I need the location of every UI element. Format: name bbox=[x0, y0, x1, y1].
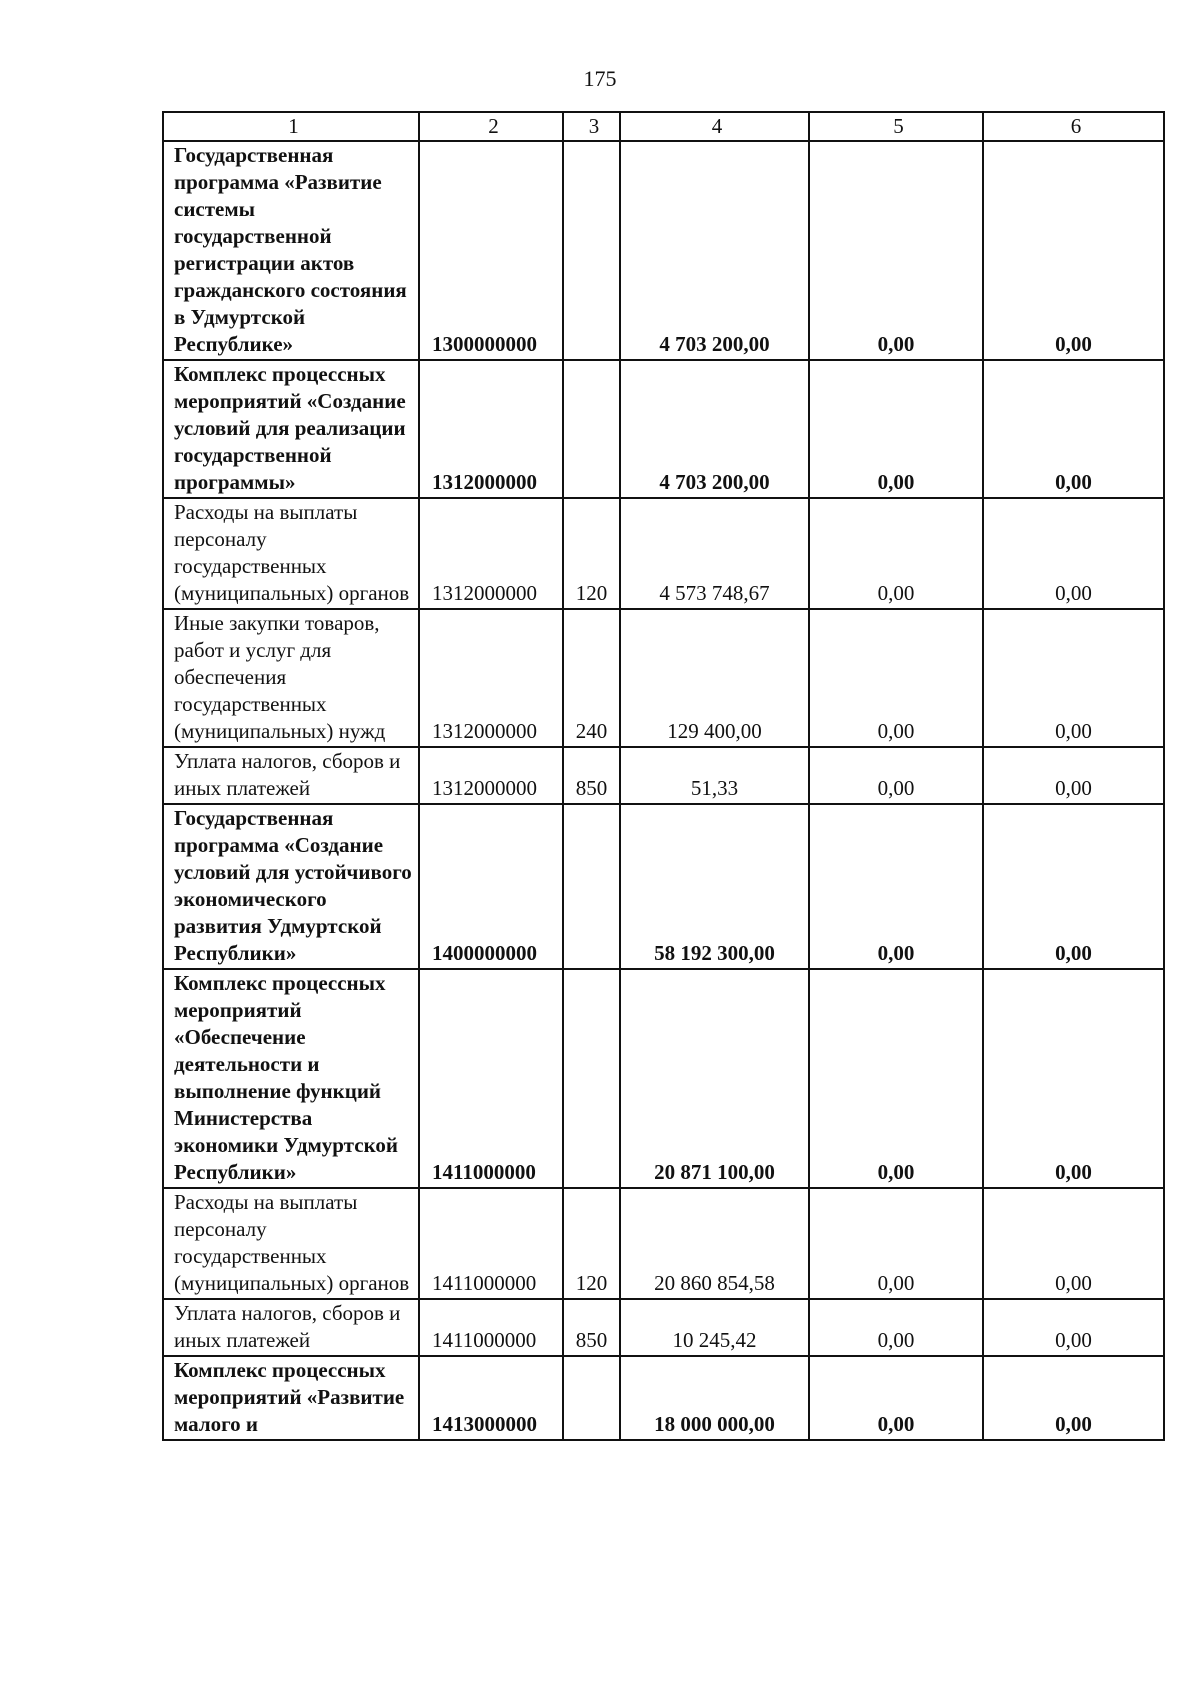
column-5-cell: 0,00 bbox=[809, 609, 983, 747]
item-name-cell: Уплата налогов, сборов и иных платежей bbox=[163, 1299, 419, 1356]
expense-type-cell bbox=[563, 1356, 620, 1440]
column-5-cell: 0,00 bbox=[809, 804, 983, 969]
column-header: 1 bbox=[163, 112, 419, 141]
item-name-cell: Государственная программа «Развитие системы государственной регистрации актов гражданского состояния в Удмуртской Республике» bbox=[163, 141, 419, 360]
page-number: 175 bbox=[583, 66, 617, 91]
column-6-cell: 0,00 bbox=[983, 141, 1164, 360]
expense-type-cell bbox=[563, 969, 620, 1188]
column-header: 2 bbox=[419, 112, 563, 141]
item-name-cell: Расходы на выплаты персоналу государственных (муниципальных) органов bbox=[163, 1188, 419, 1299]
column-6-cell: 0,00 bbox=[983, 1356, 1164, 1440]
column-6-cell: 0,00 bbox=[983, 360, 1164, 498]
amount-cell: 129 400,00 bbox=[620, 609, 809, 747]
column-6-cell: 0,00 bbox=[983, 1299, 1164, 1356]
target-code-cell: 1411000000 bbox=[419, 1299, 563, 1356]
amount-cell: 18 000 000,00 bbox=[620, 1356, 809, 1440]
expense-type-cell bbox=[563, 360, 620, 498]
amount-cell: 10 245,42 bbox=[620, 1299, 809, 1356]
table-row bbox=[163, 498, 1164, 609]
table-row bbox=[163, 1188, 1164, 1299]
column-header: 3 bbox=[563, 112, 620, 141]
target-code-cell: 1312000000 bbox=[419, 498, 563, 609]
item-name-cell: Комплекс процессных мероприятий «Создание условий для реализации государственной программы» bbox=[163, 360, 419, 498]
target-code-cell: 1411000000 bbox=[419, 969, 563, 1188]
column-5-cell: 0,00 bbox=[809, 747, 983, 804]
column-6-cell: 0,00 bbox=[983, 498, 1164, 609]
table-row bbox=[163, 969, 1164, 1188]
target-code-cell: 1400000000 bbox=[419, 804, 563, 969]
table-row bbox=[163, 804, 1164, 969]
column-5-cell: 0,00 bbox=[809, 141, 983, 360]
column-header: 4 bbox=[620, 112, 809, 141]
item-name-cell: Комплекс процессных мероприятий «Развитие малого и bbox=[163, 1356, 419, 1440]
amount-cell: 4 703 200,00 bbox=[620, 141, 809, 360]
target-code-cell: 1312000000 bbox=[419, 609, 563, 747]
target-code-cell: 1312000000 bbox=[419, 360, 563, 498]
item-name-cell: Расходы на выплаты персоналу государственных (муниципальных) органов bbox=[163, 498, 419, 609]
table-row bbox=[163, 141, 1164, 360]
column-5-cell: 0,00 bbox=[809, 1356, 983, 1440]
column-6-cell: 0,00 bbox=[983, 804, 1164, 969]
expense-type-cell bbox=[563, 804, 620, 969]
table-row bbox=[163, 360, 1164, 498]
budget-table bbox=[162, 111, 1165, 1441]
column-5-cell: 0,00 bbox=[809, 1299, 983, 1356]
expense-type-cell: 850 bbox=[563, 747, 620, 804]
amount-cell: 58 192 300,00 bbox=[620, 804, 809, 969]
expense-type-cell: 120 bbox=[563, 498, 620, 609]
target-code-cell: 1411000000 bbox=[419, 1188, 563, 1299]
column-5-cell: 0,00 bbox=[809, 1188, 983, 1299]
table-header-row bbox=[163, 112, 1164, 141]
target-code-cell: 1413000000 bbox=[419, 1356, 563, 1440]
expense-type-cell bbox=[563, 141, 620, 360]
expense-type-cell: 850 bbox=[563, 1299, 620, 1356]
column-6-cell: 0,00 bbox=[983, 969, 1164, 1188]
amount-cell: 20 871 100,00 bbox=[620, 969, 809, 1188]
table-row bbox=[163, 1299, 1164, 1356]
expense-type-cell: 120 bbox=[563, 1188, 620, 1299]
column-5-cell: 0,00 bbox=[809, 969, 983, 1188]
amount-cell: 51,33 bbox=[620, 747, 809, 804]
column-5-cell: 0,00 bbox=[809, 360, 983, 498]
item-name-cell: Уплата налогов, сборов и иных платежей bbox=[163, 747, 419, 804]
column-6-cell: 0,00 bbox=[983, 609, 1164, 747]
table-row bbox=[163, 609, 1164, 747]
item-name-cell: Иные закупки товаров, работ и услуг для обеспечения государственных (муниципальных) нужд bbox=[163, 609, 419, 747]
item-name-cell: Комплекс процессных мероприятий «Обеспечение деятельности и выполнение функций Министерства экономики Удмуртской Республики» bbox=[163, 969, 419, 1188]
table-row bbox=[163, 747, 1164, 804]
expense-type-cell: 240 bbox=[563, 609, 620, 747]
column-6-cell: 0,00 bbox=[983, 1188, 1164, 1299]
amount-cell: 4 573 748,67 bbox=[620, 498, 809, 609]
column-header: 6 bbox=[983, 112, 1164, 141]
column-5-cell: 0,00 bbox=[809, 498, 983, 609]
amount-cell: 4 703 200,00 bbox=[620, 360, 809, 498]
column-6-cell: 0,00 bbox=[983, 747, 1164, 804]
amount-cell: 20 860 854,58 bbox=[620, 1188, 809, 1299]
table-row bbox=[163, 1356, 1164, 1440]
column-header: 5 bbox=[809, 112, 983, 141]
target-code-cell: 1300000000 bbox=[419, 141, 563, 360]
target-code-cell: 1312000000 bbox=[419, 747, 563, 804]
item-name-cell: Государственная программа «Создание условий для устойчивого экономического развития Удмуртской Республики» bbox=[163, 804, 419, 969]
